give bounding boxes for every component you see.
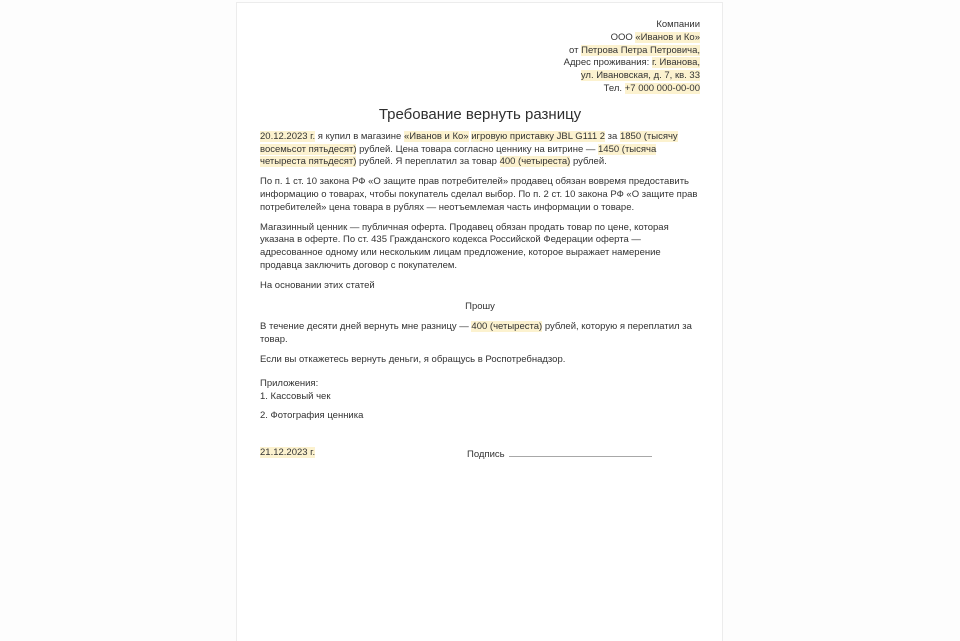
paragraph-law10 <box>260 176 700 214</box>
text-segment: Тел. <box>603 82 625 94</box>
paragraph-warning <box>260 354 700 367</box>
highlighted-field: Петрова Петра Петровича, <box>581 44 700 56</box>
text-segment: Если вы откажетесь вернуть деньги, я обращусь в Роспотребнадзор. <box>260 353 566 365</box>
sender-line-address-street <box>260 70 700 83</box>
text-segment: По п. 1 ст. 10 закона РФ «О защите прав потребителей» продавец обязан вовремя предоставить информацию о товарах, чтобы покупатель сделал выбор. По п. 2 ст. 10 закона РФ «О защите прав потребителей» цена товара в рублях — неотъемлемая часть информации о товаре. <box>260 176 698 213</box>
attachment-item: 2. Фотография ценника <box>260 410 364 422</box>
request-heading: Прошу <box>465 300 495 312</box>
text-segment: рублей. Цена товара согласно ценнику на витрине — <box>356 143 599 155</box>
highlighted-field: 20.12.2023 г. <box>260 130 316 142</box>
sender-line-company-to <box>260 19 700 32</box>
highlighted-field: игровую приставку JBL G111 2 <box>471 130 606 142</box>
highlighted-field: г. Иванова, <box>651 57 700 69</box>
text-segment: рублей, которую я переплатил за товар. <box>260 321 692 346</box>
text-segment: Компании <box>656 19 700 30</box>
text-segment: за <box>605 130 620 142</box>
document-date: 21.12.2023 г. <box>260 447 316 459</box>
sender-line-from-name <box>260 45 700 58</box>
signature-label: Подпись <box>467 449 505 461</box>
text-segment: ООО <box>610 31 636 43</box>
text-segment: от <box>569 44 582 56</box>
footer-row <box>260 447 700 461</box>
document-title: Требование вернуть разницу <box>378 105 582 123</box>
highlighted-field: +7 000 000-00-00 <box>624 82 700 94</box>
attachments-heading: Приложения: <box>260 377 319 389</box>
text-segment: Адрес проживания: <box>563 57 652 69</box>
paragraph-purchase <box>260 131 700 169</box>
signature-line <box>509 447 652 457</box>
sender-line-phone <box>260 83 700 96</box>
paragraph-offer <box>260 222 700 273</box>
text-segment: рублей. Я переплатил за товар <box>356 156 500 168</box>
sender-line-company-name <box>260 32 700 45</box>
highlighted-field: 400 (четыреста) <box>471 321 543 333</box>
highlighted-field: 400 (четыреста) <box>499 156 571 168</box>
text-segment: В течение десяти дней вернуть мне разницу — <box>260 321 472 333</box>
paragraph-request <box>260 321 700 347</box>
attachments-block <box>260 378 700 423</box>
document-page <box>236 2 723 641</box>
text-segment: я купил в магазине <box>315 130 404 142</box>
text-segment: рублей. <box>570 156 607 168</box>
sender-line-address-city <box>260 57 700 70</box>
text-segment: Магазинный ценник — публичная оферта. Продавец обязан продать товар по цене, которая указана в оферте. По ст. 435 Гражданского кодекса Российской Федерации оферта — адресованное одному или нескольким лицам предложение, которое выражает намерение продавца заключить договор с покупателем. <box>260 221 669 271</box>
highlighted-field: «Иванов и Ко» <box>635 31 700 43</box>
sender-block <box>260 19 700 96</box>
highlighted-field: ул. Ивановская, д. 7, кв. 33 <box>580 70 700 82</box>
signature-block <box>467 447 652 462</box>
highlighted-field: 1450 (тысяча четыреста пятьдесят) <box>260 143 657 168</box>
attachment-item: 1. Кассовый чек <box>260 390 331 402</box>
basis-line: На основании этих статей <box>260 279 375 291</box>
highlighted-field: 1850 (тысячу восемьсот пятьдесят) <box>260 130 678 155</box>
highlighted-field: «Иванов и Ко» <box>403 130 469 142</box>
